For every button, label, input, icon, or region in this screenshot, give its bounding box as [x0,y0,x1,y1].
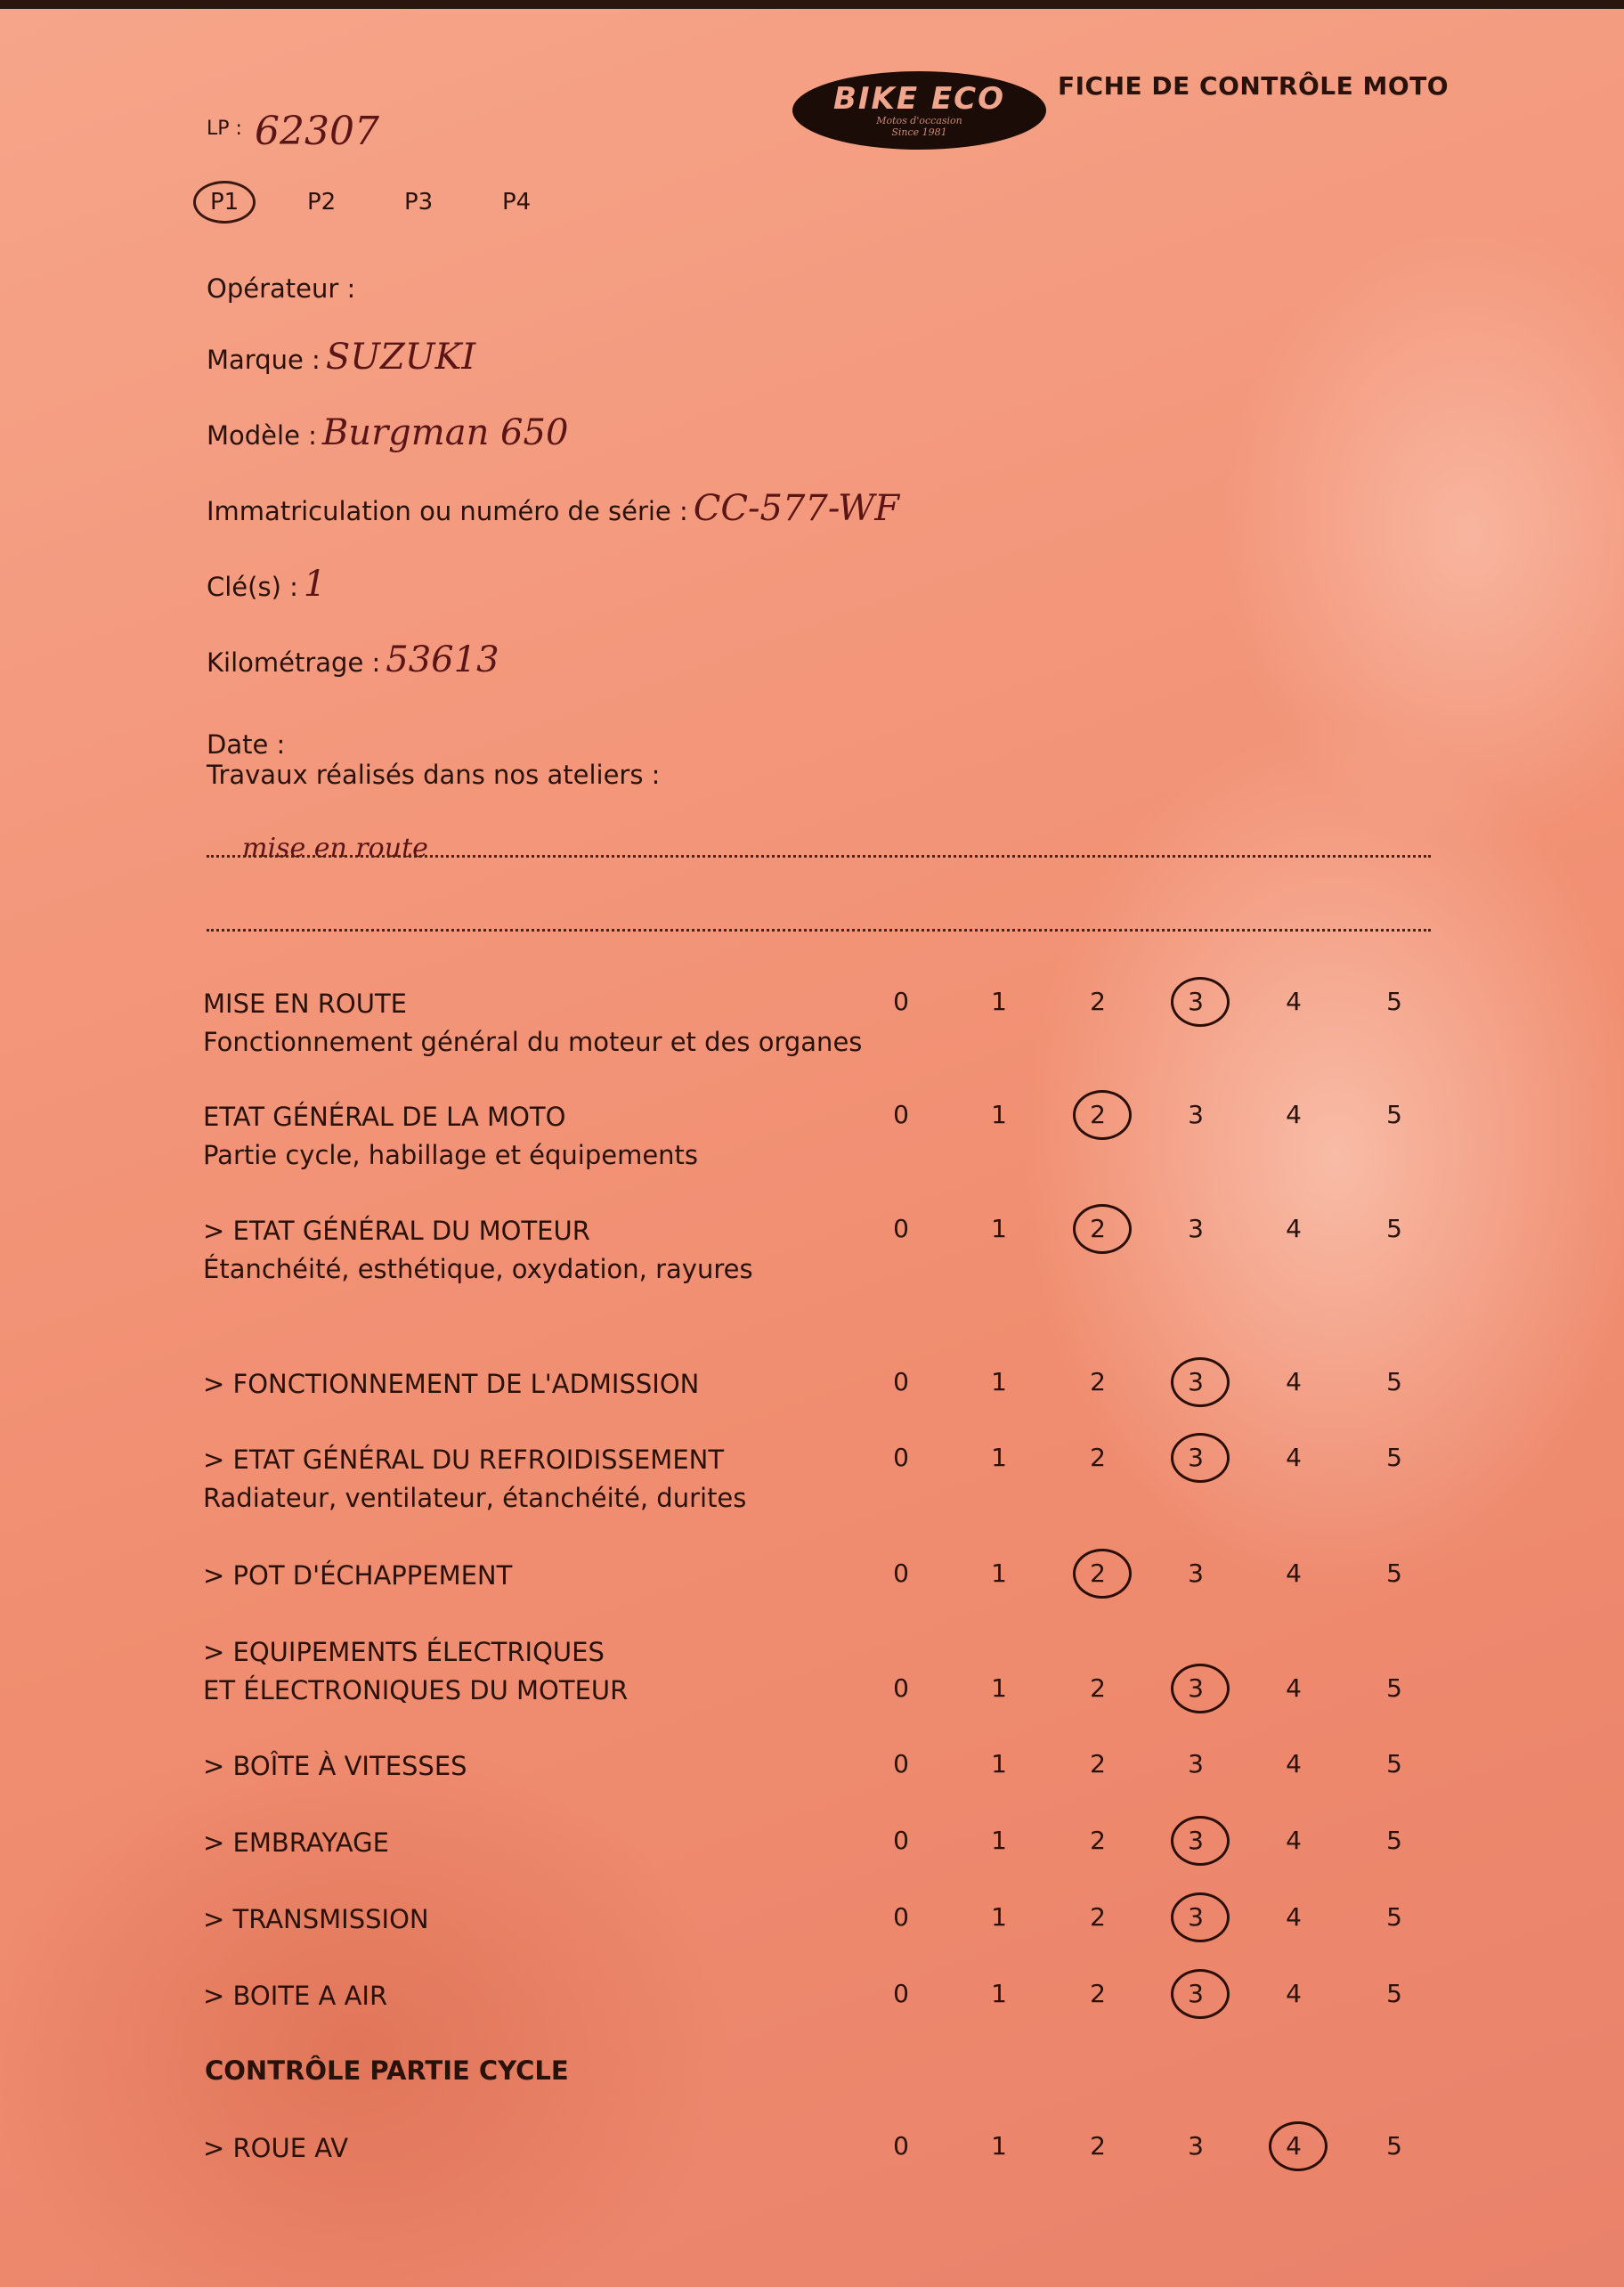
score-option-0[interactable]: 0 [893,1826,909,1855]
score-option-4[interactable]: 4 [1286,1100,1302,1129]
criterion-title: > FONCTIONNEMENT DE L'ADMISSION [203,1369,700,1399]
p-tab-3[interactable]: P3 [404,189,434,216]
criterion-subtitle: Radiateur, ventilateur, étanchéité, durites [203,1483,747,1513]
score-option-0[interactable]: 0 [893,1749,909,1778]
score-option-0[interactable]: 0 [893,1367,909,1396]
score-option-4[interactable]: 4 [1286,1826,1302,1855]
score-option-2[interactable]: 2 [1090,987,1106,1016]
score-option-3[interactable]: 3 [1169,1901,1222,1933]
score-option-4[interactable]: 4 [1286,1559,1302,1588]
score-option-1[interactable]: 1 [991,2131,1007,2161]
score-option-5[interactable]: 5 [1386,1559,1402,1588]
criterion-subtitle: ET ÉLECTRONIQUES DU MOTEUR [203,1675,629,1705]
criterion-title: > TRANSMISSION [203,1904,429,1934]
top-edge [0,0,1624,9]
score-option-4[interactable]: 4 [1286,1902,1302,1932]
score-option-2[interactable]: 2 [1071,1099,1125,1131]
score-option-1[interactable]: 1 [991,1749,1007,1778]
sheet-title: FICHE DE CONTRÔLE MOTO [1058,71,1449,101]
score-option-4[interactable]: 4 [1286,1367,1302,1396]
score-option-3[interactable]: 3 [1188,1559,1204,1588]
criterion-title: > BOITE A AIR [203,1981,388,2011]
score-option-3[interactable]: 3 [1188,1100,1204,1129]
score-option-0[interactable]: 0 [893,1214,909,1243]
score-option-1[interactable]: 1 [991,1826,1007,1855]
lp-value: 62307 [255,109,379,154]
date-field[interactable]: Date : [207,729,286,760]
score-option-5[interactable]: 5 [1386,1826,1402,1855]
score-option-3[interactable]: 3 [1169,1366,1222,1398]
score-option-1[interactable]: 1 [991,1673,1007,1703]
score-option-4[interactable]: 4 [1286,1749,1302,1778]
score-option-4[interactable]: 4 [1286,1979,1302,2008]
score-option-2[interactable]: 2 [1090,1367,1106,1396]
p-tab-1[interactable]: P1 [193,181,256,224]
travaux-line-1 [207,855,1431,858]
score-option-3[interactable]: 3 [1169,1673,1222,1705]
travaux-label: Travaux réalisés dans nos ateliers : [207,760,661,790]
score-option-3[interactable]: 3 [1169,986,1222,1018]
criterion-subtitle: Partie cycle, habillage et équipements [203,1140,699,1170]
p-tab-4[interactable]: P4 [502,189,532,216]
score-option-4[interactable]: 4 [1286,987,1302,1016]
score-option-5[interactable]: 5 [1386,1214,1402,1243]
criterion-title: ETAT GÉNÉRAL DE LA MOTO [203,1102,566,1132]
criterion-title: > EQUIPEMENTS ÉLECTRIQUES [203,1637,605,1667]
score-option-3[interactable]: 3 [1169,1825,1222,1857]
score-option-4[interactable]: 4 [1286,1214,1302,1243]
criterion-title: > BOÎTE À VITESSES [203,1751,467,1781]
score-option-0[interactable]: 0 [893,1902,909,1932]
score-option-5[interactable]: 5 [1386,1749,1402,1778]
score-option-5[interactable]: 5 [1386,1100,1402,1129]
score-option-5[interactable]: 5 [1386,1673,1402,1703]
criterion-title: > POT D'ÉCHAPPEMENT [203,1560,513,1591]
score-option-0[interactable]: 0 [893,1100,909,1129]
criterion-subtitle: Étanchéité, esthétique, oxydation, rayures [203,1254,753,1284]
cles-field[interactable]: Clé(s) : 1 [207,564,327,605]
score-option-2[interactable]: 2 [1090,1673,1106,1703]
marque-field[interactable]: Marque : SUZUKI [207,337,476,378]
modele-field[interactable]: Modèle : Burgman 650 [207,412,569,453]
score-option-1[interactable]: 1 [991,1100,1007,1129]
score-option-1[interactable]: 1 [991,1902,1007,1932]
score-option-3[interactable]: 3 [1188,2131,1204,2161]
score-option-2[interactable]: 2 [1071,1558,1125,1590]
bike-eco-logo: BIKE ECO Motos d'occasion Since 1981 [792,71,1046,150]
score-option-5[interactable]: 5 [1386,2131,1402,2161]
operateur-field[interactable]: Opérateur : [207,273,356,304]
score-option-2[interactable]: 2 [1090,1902,1106,1932]
score-option-4[interactable]: 4 [1286,1443,1302,1472]
score-option-4[interactable]: 4 [1286,1673,1302,1703]
score-option-2[interactable]: 2 [1090,1826,1106,1855]
criterion-title: > ETAT GÉNÉRAL DU REFROIDISSEMENT [203,1445,725,1475]
score-option-1[interactable]: 1 [991,1367,1007,1396]
score-option-3[interactable]: 3 [1169,1978,1222,2010]
criterion-subtitle: Fonctionnement général du moteur et des organes [203,1027,863,1057]
score-option-0[interactable]: 0 [893,987,909,1016]
score-option-1[interactable]: 1 [991,1214,1007,1243]
score-option-2[interactable]: 2 [1090,1749,1106,1778]
score-option-2[interactable]: 2 [1090,2131,1106,2161]
travaux-line-2 [207,929,1431,932]
score-option-0[interactable]: 0 [893,2131,909,2161]
section-title-cycle: CONTRÔLE PARTIE CYCLE [205,2055,569,2086]
score-option-0[interactable]: 0 [893,1559,909,1588]
immatriculation-field[interactable]: Immatriculation ou numéro de série : CC-577-WF [207,488,900,529]
lp-label: LP : [207,118,242,140]
score-option-1[interactable]: 1 [991,1979,1007,2008]
score-option-1[interactable]: 1 [991,1443,1007,1472]
p-tab-2[interactable]: P2 [307,189,337,216]
criterion-title: > ROUE AV [203,2133,349,2163]
criterion-title: > ETAT GÉNÉRAL DU MOTEUR [203,1216,590,1246]
travaux-value[interactable]: mise en route [242,833,428,864]
score-option-2[interactable]: 2 [1071,1213,1125,1245]
score-option-3[interactable]: 3 [1188,1214,1204,1243]
score-option-1[interactable]: 1 [991,1559,1007,1588]
score-option-5[interactable]: 5 [1386,987,1402,1016]
score-option-5[interactable]: 5 [1386,1443,1402,1472]
score-option-4[interactable]: 4 [1267,2130,1320,2162]
score-option-5[interactable]: 5 [1386,1979,1402,2008]
score-option-3[interactable]: 3 [1169,1442,1222,1474]
criterion-title: > EMBRAYAGE [203,1827,389,1858]
score-option-2[interactable]: 2 [1090,1979,1106,2008]
score-option-1[interactable]: 1 [991,987,1007,1016]
score-option-2[interactable]: 2 [1090,1443,1106,1472]
score-option-3[interactable]: 3 [1188,1749,1204,1778]
score-option-0[interactable]: 0 [893,1979,909,2008]
score-option-0[interactable]: 0 [893,1673,909,1703]
score-option-5[interactable]: 5 [1386,1367,1402,1396]
kilometrage-field[interactable]: Kilométrage : 53613 [207,639,499,680]
score-option-0[interactable]: 0 [893,1443,909,1472]
score-option-5[interactable]: 5 [1386,1902,1402,1932]
criterion-title: MISE EN ROUTE [203,989,407,1019]
